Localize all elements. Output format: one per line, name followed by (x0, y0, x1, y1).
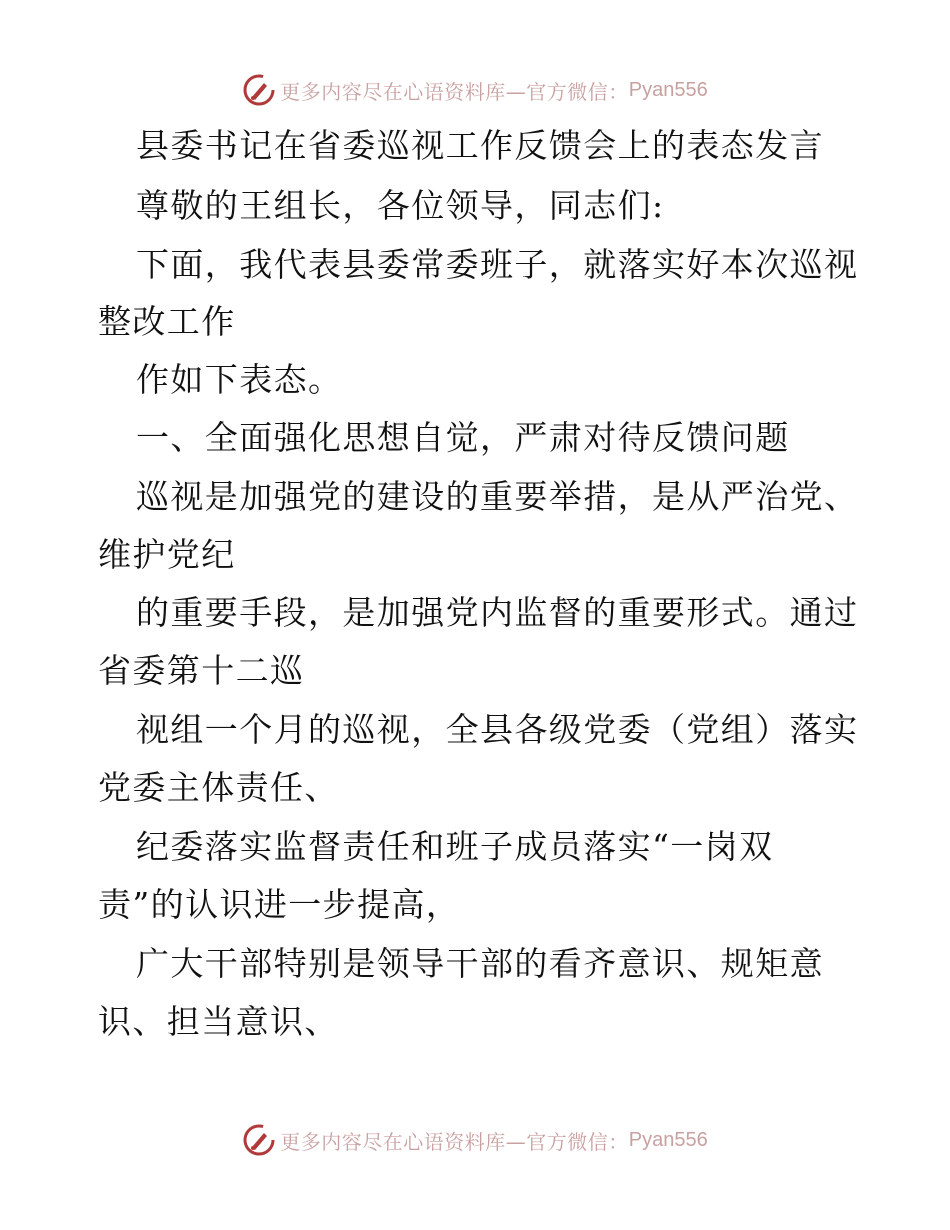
document-title: 县委书记在省委巡视工作反馈会上的表态发言 (136, 126, 824, 165)
paragraph-line: 巡视是加强党的建设的重要举措，是从严治党、 (136, 477, 859, 516)
paragraph-line: 维护党纪 (98, 535, 236, 574)
paragraph-line: 的重要手段，是加强党内监督的重要形式。通过 (136, 593, 859, 632)
paragraph-line: 下面，我代表县委常委班子，就落实好本次巡视 (136, 245, 859, 284)
banner-wechat-id: Pyan556 (628, 78, 708, 101)
banner-text: 更多内容尽在心语资料库—官方微信： (280, 79, 629, 104)
section-heading: 一、全面强化思想自觉，严肃对待反馈问题 (136, 418, 790, 457)
paragraph-line: 纪委落实监督责任和班子成员落实“一岗双 (136, 827, 774, 866)
pen-circle-icon (242, 1123, 276, 1157)
paragraph-line: 视组一个月的巡视，全县各级党委（党组）落实 (136, 710, 859, 749)
paragraph-line: 党委主体责任、 (98, 768, 339, 807)
salutation: 尊敬的王组长，各位领导，同志们: (136, 186, 665, 225)
paragraph-line: 广大干部特别是领导干部的看齐意识、规矩意 (136, 944, 824, 983)
banner-wechat-id: Pyan556 (628, 1128, 708, 1151)
paragraph-line: 整改工作 (98, 302, 236, 341)
banner-text: 更多内容尽在心语资料库—官方微信： (280, 1129, 629, 1154)
paragraph-line: 责”的认识进一步提高， (98, 885, 461, 924)
paragraph-line: 识、担当意识、 (98, 1002, 339, 1041)
pen-circle-icon (242, 73, 276, 107)
footer-banner (0, 1120, 950, 1160)
paragraph-line: 作如下表态。 (136, 360, 343, 399)
header-banner (0, 70, 950, 110)
paragraph-line: 省委第十二巡 (98, 651, 305, 690)
